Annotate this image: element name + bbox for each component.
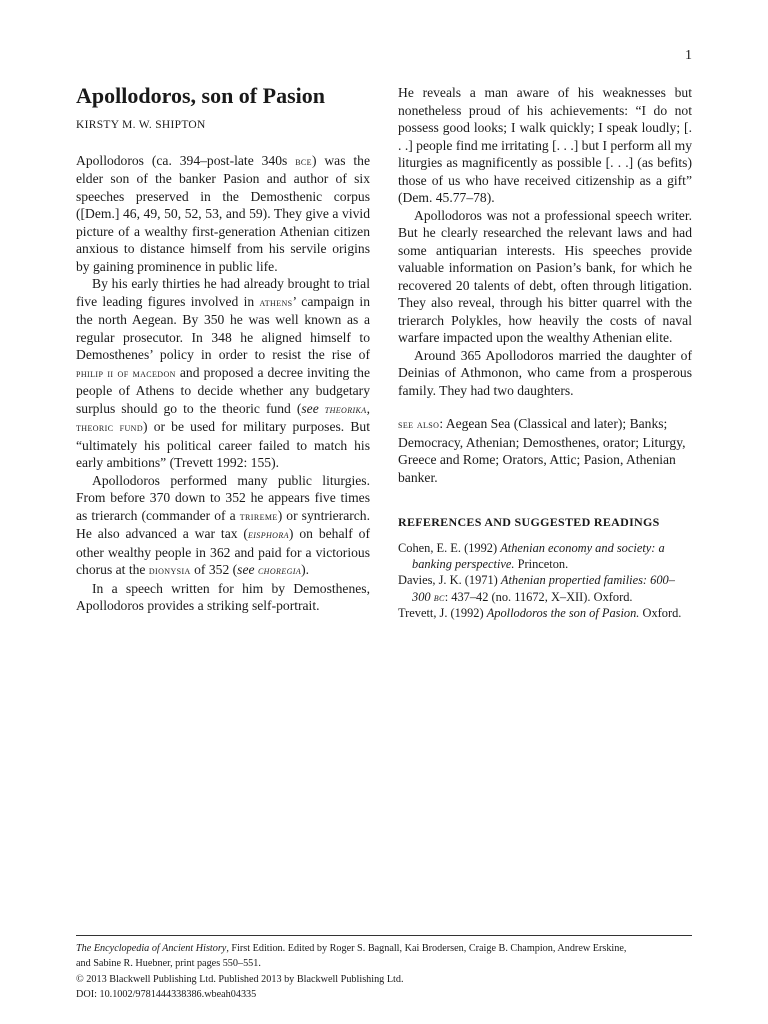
see-also-label: see also [398, 417, 440, 431]
cross-ref-theoric-fund[interactable]: theoric fund [76, 420, 144, 434]
see-also-links[interactable]: : Aegean Sea (Classical and later); Banks; Democracy, Athenian; Demosthenes, orator; Liturgy, Greece and Rome; Orators, Attic; Pasion, Athenian banker. [398, 416, 686, 485]
paragraph-intro: Apollodoros (ca. 394–post-late 340s bce) was the elder son of the banker Pasion and author of six speeches preserved in the Demosthenic corpus ([Dem.] 46, 49, 50, 52, 53, and 59). They give a vivid picture of a wealthy first-generation Athenian citizen anxious to distance himself from his servile origins by gaining prominence in public life. [76, 152, 370, 274]
cross-ref-athens[interactable]: athens [259, 294, 293, 309]
cross-ref-bce: bce [295, 153, 312, 168]
paragraph-liturgies: Apollodoros performed many public liturgies. From before 370 down to 352 he appears five times as trierarch (commander of a trireme) or syntrierarch. He also advanced a war tax (eisphora) on behalf of other wealthy people in 362 and paid for a victorious chorus at the dionysia of 352 (see choregia). [76, 472, 370, 577]
paragraph-speech-writer: Apollodoros was not a professional speech writer. But he clearly researched the relevant laws and had some antiquarian interests. His speeches provide valuable information on Pasion’s bank, for which he recovered 20 talents of debt, often through litigation. They also reveal, through his bitter quarrel with the trierarch Polykles, how heavily the costs of naval warfare impacted upon the wealthy Athenian elite. [398, 207, 692, 345]
cross-ref-eisphora[interactable]: eisphora [247, 527, 289, 541]
see-also [398, 415, 692, 486]
footer-editors-line: and Sabine R. Huebner, print pages 550–551. [76, 958, 261, 970]
cross-ref-theorika[interactable]: theorika [324, 401, 367, 416]
reference-item: Cohen, E. E. (1992) Athenian economy and society: a banking perspective. Princeton. [398, 540, 665, 571]
references-heading: REFERENCES AND SUGGESTED READINGS [398, 515, 660, 529]
article-title: Apollodoros, son of Pasion [76, 83, 325, 108]
cross-ref-dionysia[interactable]: dionysia [148, 563, 191, 577]
author-byline: KIRSTY M. W. SHIPTON [76, 119, 206, 131]
reference-item: Trevett, J. (1992) Apollodoros the son of Pasion. Oxford. [398, 606, 682, 621]
cross-ref-philip[interactable]: philip ii of macedon [76, 365, 176, 380]
paragraph-marriage: Around 365 Apollodoros married the daughter of Deinias of Athmonon, who came from a prosperous family. They had two daughters. [398, 347, 692, 398]
left-column [76, 82, 370, 615]
cross-ref-choregia[interactable]: choregia [257, 563, 302, 577]
publication-footer [76, 935, 692, 1002]
right-column [398, 84, 692, 622]
footer-citation-line: The Encyclopedia of Ancient History, First Edition. Edited by Roger S. Bagnall, Kai Brodersen, Craige B. Champion, Andrew Erskine, [76, 943, 627, 954]
footer-copyright: © 2013 Blackwell Publishing Ltd. Published 2013 by Blackwell Publishing Ltd. [76, 973, 404, 985]
cross-ref-trireme[interactable]: trireme [239, 508, 278, 523]
page-number: 1 [685, 48, 692, 63]
paragraph-self-portrait: In a speech written for him by Demosthenes, Apollodoros provides a striking self-portrait. [76, 580, 370, 613]
footer-doi[interactable]: DOI: 10.1002/9781444338386.wbeah04335 [76, 988, 257, 1000]
reference-item: Davies, J. K. (1971) Athenian propertied families: 600–300 bc: 437–42 (no. 11672, X–XII). Oxford. [398, 573, 675, 604]
paragraph-career: By his early thirties he had already brought to trial five leading figures involved in athens’ campaign in the north Aegean. By 350 he was well known as a regular prosecutor. In 348 he aligned himself to Demosthenes’ policy in order to resist the rise of philip ii of macedon and proposed a decree inviting the people of Athens to decide whether any budgetary surplus should go to the theoric fund (see theorika, theoric fund) or be used for military purposes. But “ultimately his political career failed to match his early ambitions” (Trevett 1992: 155). [76, 276, 371, 470]
paragraph-quote: He reveals a man aware of his weaknesses but nonetheless proud of his achievements: “I do not possess good looks; I walk quickly; I speak loudly; [. . .] people find me irritating [. . .] but I perform all my liturgies as magnificently as possible [. . .] (as befits) those of us who have received citizenship as a gift” (Dem. 45.77–78). [398, 85, 692, 205]
